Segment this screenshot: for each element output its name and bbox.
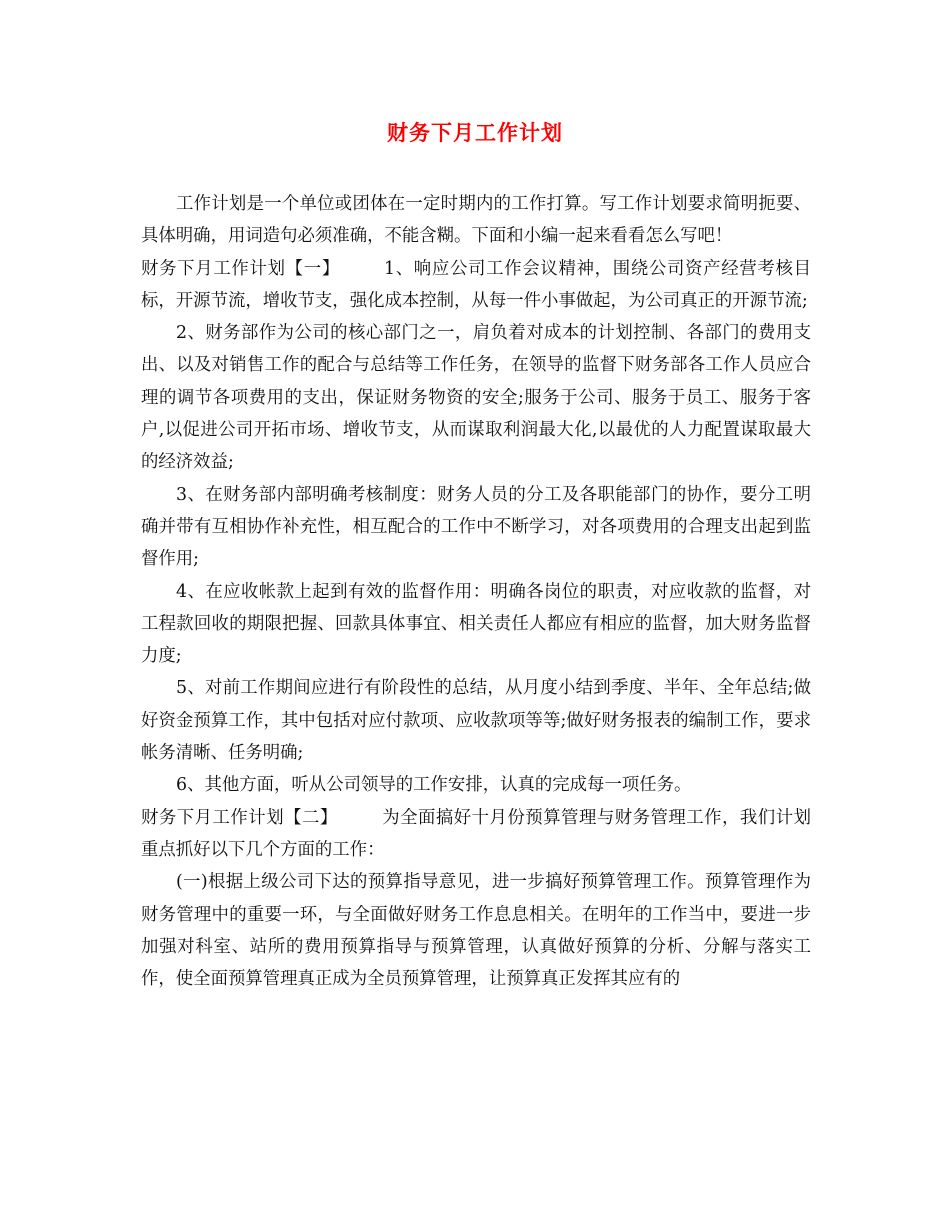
section-2-intro: 为全面搞好十月份预算管理与财务管理工作，我们计划重点抓好以下几个方面的工作： <box>141 807 811 860</box>
section-1-item-6: 6、其他方面，听从公司领导的工作安排，认真的完成每一项任务。 <box>176 775 692 796</box>
section-1-item-2: 2、财务部作为公司的核心部门之一，肩负着对成本的计划控制、各部门的费用支出、以及对销售工作的配合与总结等工作任务，在领导的监督下财务部各工作人员应合理的调节各项费用的支出，保证财务物资的安全;服务于公司、服务于员工、服务于客户,以促进公司开拓市场、增收节支，从而谋取利润最大化,以最优的人力配置谋取最大的经济效益; <box>141 323 811 473</box>
section-1-item-5: 5、对前工作期间应进行有阶段性的总结，从月度小结到季度、半年、全年总结;做好资金预算工作，其中包括对应付款项、应收款项等等;做好财务报表的编制工作，要求帐务清晰、任务明确; <box>141 678 811 764</box>
section-2-item-1: (一)根据上级公司下达的预算指导意见，进一步搞好预算管理工作。预算管理作为财务管理中的重要一环，与全面做好财务工作息息相关。在明年的工作当中，要进一步加强对科室、站所的费用预算指导与预算管理，认真做好预算的分析、分解与落实工作，使全面预算管理真正成为全员预算管理，让预算真正发挥其应有的 <box>141 872 811 990</box>
section-1-first-paragraph <box>141 253 811 318</box>
section-1-item-1: 1、响应公司工作会议精神，围绕公司资产经营考核目标，开源节流，增收节支，强化成本控制，从每一件小事做起，为公司真正的开源节流; <box>141 258 811 311</box>
section-1-item-3: 3、在财务部内部明确考核制度：财务人员的分工及各职能部门的协作，要分工明确并带有互相协作补充性，相互配合的工作中不断学习，对各项费用的合理支出起到监督作用; <box>141 484 811 570</box>
document-title: 财务下月工作计划 <box>387 120 563 145</box>
section-1-heading: 财务下月工作计划【一】 <box>141 258 340 279</box>
section-2-heading: 财务下月工作计划【二】 <box>141 807 338 828</box>
intro-paragraph: 工作计划是一个单位或团体在一定时期内的工作打算。写工作计划要求简明扼要、具体明确，用词造句必须准确，不能含糊。下面和小编一起来看看怎么写吧！ <box>141 194 811 247</box>
section-2-first-paragraph <box>141 802 811 867</box>
document-body <box>141 188 811 995</box>
section-1-item-4: 4、在应收帐款上起到有效的监督作用：明确各岗位的职责，对应收款的监督，对工程款回收的期限把握、回款具体事宜、相关责任人都应有相应的监督，加大财务监督力度; <box>141 581 811 667</box>
